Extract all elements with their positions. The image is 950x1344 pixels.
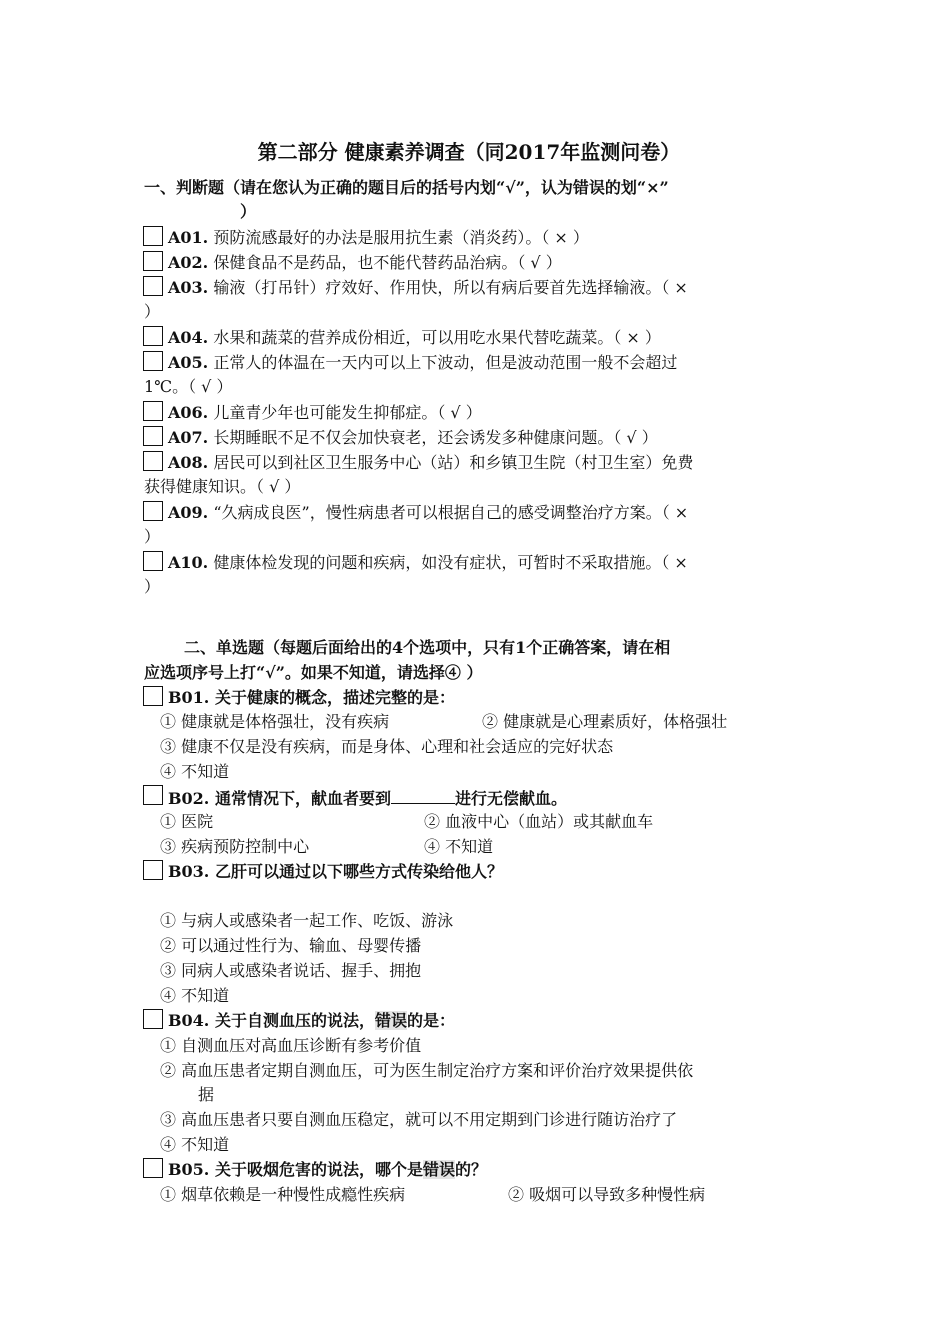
answer-checkbox-a01[interactable] <box>143 226 163 246</box>
question-text: 乙肝可以通过以下哪些方式传染给他人？ <box>214 862 503 881</box>
answer-checkbox-b03[interactable] <box>143 860 163 880</box>
question-text: 居民可以到社区卫生服务中心（站）和乡镇卫生院（村卫生室）免费 <box>213 453 694 472</box>
answer-checkbox-a04[interactable] <box>143 326 163 346</box>
question-number: A06. <box>168 403 209 422</box>
answer-checkbox-b05[interactable] <box>143 1158 163 1178</box>
question-text-end: 进行无偿献血。 <box>454 789 567 808</box>
section1-heading: 一、判断题（请在您认为正确的题目后的括号内划“√”，认为错误的划“×” <box>144 178 669 197</box>
option-b02-4[interactable]: ④ 不知道 <box>424 837 494 856</box>
question-b05 <box>168 1160 487 1180</box>
option-b03-4[interactable]: ④ 不知道 <box>160 986 230 1005</box>
option-b01-3[interactable]: ③ 健康不仅是没有疾病，而是身体、心理和社会适应的完好状态 <box>160 737 614 756</box>
answer-checkbox-a09[interactable] <box>143 501 163 521</box>
question-b02 <box>168 787 567 809</box>
question-a02 <box>168 253 562 273</box>
section1-heading-cont: ） <box>240 202 257 221</box>
answer-checkbox-a05[interactable] <box>143 351 163 371</box>
option-b04-2-cont: 据 <box>198 1085 215 1104</box>
question-a05 <box>168 353 677 373</box>
option-b03-3[interactable]: ③ 同病人或感染者说话、握手、拥抱 <box>160 961 422 980</box>
question-number: A05. <box>168 353 209 372</box>
question-text: 水果和蔬菜的营养成份相近，可以用吃水果代替吃蔬菜。（ × ） <box>213 328 661 347</box>
option-b03-2[interactable]: ② 可以通过性行为、输血、母婴传播 <box>160 936 422 955</box>
question-number: B03. <box>168 862 210 881</box>
answer-checkbox-b02[interactable] <box>143 785 163 805</box>
highlighted-word: 错误 <box>422 1160 455 1179</box>
question-text-end: 的？ <box>454 1160 487 1179</box>
fill-blank <box>391 787 455 804</box>
question-a06 <box>168 403 482 423</box>
question-text: 通常情况下，献血者要到 <box>214 789 391 808</box>
question-a07 <box>168 428 658 448</box>
question-text: 预防流感最好的办法是服用抗生素（消炎药）。（ × ） <box>213 228 589 247</box>
question-a04 <box>168 328 661 348</box>
question-number: A09. <box>168 503 209 522</box>
question-a10-cont: ） <box>144 577 161 596</box>
question-a10 <box>168 553 688 573</box>
question-text: “久病成良医”，慢性病患者可以根据自己的感受调整治疗方案。（ × <box>213 503 689 522</box>
question-text-end: 的是： <box>406 1011 455 1030</box>
question-text: 保健食品不是药品，也不能代替药品治病。（ √ ） <box>213 253 562 272</box>
question-a01 <box>168 228 589 248</box>
answer-checkbox-a02[interactable] <box>143 251 163 271</box>
answer-checkbox-a08[interactable] <box>143 451 163 471</box>
question-b01 <box>168 688 455 708</box>
option-b03-1[interactable]: ① 与病人或感染者一起工作、吃饭、游泳 <box>160 911 454 930</box>
question-number: B02. <box>168 789 210 808</box>
answer-checkbox-a07[interactable] <box>143 426 163 446</box>
answer-checkbox-b01[interactable] <box>143 686 163 706</box>
section2-heading-cont: 应选项序号上打“√”。如果不知道，请选择④ ） <box>144 663 483 682</box>
question-number: A02. <box>168 253 209 272</box>
question-text: 长期睡眠不足不仅会加快衰老，还会诱发多种健康问题。（ √ ） <box>213 428 658 447</box>
question-text: 关于吸烟危害的说法，哪个是 <box>214 1160 423 1179</box>
question-a03-cont: ） <box>144 302 161 321</box>
question-text: 关于自测血压的说法， <box>214 1011 375 1030</box>
question-number: A01. <box>168 228 209 247</box>
answer-checkbox-a06[interactable] <box>143 401 163 421</box>
option-b01-1[interactable]: ① 健康就是体格强壮，没有疾病 <box>160 712 390 731</box>
question-a08-cont: 获得健康知识。（ √ ） <box>144 477 301 496</box>
question-a09 <box>168 503 688 523</box>
question-number: A07. <box>168 428 209 447</box>
question-text: 正常人的体温在一天内可以上下波动，但是波动范围一般不会超过 <box>213 353 678 372</box>
question-text: 儿童青少年也可能发生抑郁症。（ √ ） <box>213 403 482 422</box>
question-a09-cont: ） <box>144 527 161 546</box>
question-a08 <box>168 453 693 473</box>
option-b04-1[interactable]: ① 自测血压对高血压诊断有参考价值 <box>160 1036 422 1055</box>
question-number: A08. <box>168 453 209 472</box>
question-number: B01. <box>168 688 210 707</box>
question-text: 输液（打吊针）疗效好、作用快，所以有病后要首先选择输液。（ × <box>213 278 688 297</box>
option-b04-2[interactable]: ② 高血压患者定期自测血压，可为医生制定治疗方案和评价治疗效果提供依 <box>160 1061 694 1080</box>
option-b01-2[interactable]: ② 健康就是心理素质好，体格强壮 <box>482 712 728 731</box>
option-b02-1[interactable]: ① 医院 <box>160 812 214 831</box>
highlighted-word: 错误 <box>374 1011 407 1030</box>
option-b04-4[interactable]: ④ 不知道 <box>160 1135 230 1154</box>
answer-checkbox-b04[interactable] <box>143 1009 163 1029</box>
option-b04-3[interactable]: ③ 高血压患者只要自测血压稳定，就可以不用定期到门诊进行随访治疗了 <box>160 1110 678 1129</box>
option-b01-4[interactable]: ④ 不知道 <box>160 762 230 781</box>
question-b03 <box>168 862 503 882</box>
page-title: 第二部分 健康素养调查（同2017年监测问卷） <box>257 140 681 164</box>
question-a05-cont: 1℃。（ √ ） <box>144 377 233 396</box>
question-text: 健康体检发现的问题和疾病，如没有症状，可暂时不采取措施。（ × <box>213 553 688 572</box>
question-number: B05. <box>168 1160 210 1179</box>
option-b02-2[interactable]: ② 血液中心（血站）或其献血车 <box>424 812 654 831</box>
question-b04 <box>168 1011 455 1031</box>
option-b05-1[interactable]: ① 烟草依赖是一种慢性成瘾性疾病 <box>160 1185 406 1204</box>
answer-checkbox-a03[interactable] <box>143 276 163 296</box>
question-number: A10. <box>168 553 209 572</box>
question-text: 关于健康的概念，描述完整的是： <box>214 688 455 707</box>
answer-checkbox-a10[interactable] <box>143 551 163 571</box>
option-b02-3[interactable]: ③ 疾病预防控制中心 <box>160 837 310 856</box>
section2-heading: 二、单选题（每题后面给出的4个选项中，只有1个正确答案，请在相 <box>184 638 671 657</box>
question-a03 <box>168 278 688 298</box>
question-number: B04. <box>168 1011 210 1030</box>
question-number: A03. <box>168 278 209 297</box>
option-b05-2[interactable]: ② 吸烟可以导致多种慢性病 <box>508 1185 706 1204</box>
question-number: A04. <box>168 328 209 347</box>
